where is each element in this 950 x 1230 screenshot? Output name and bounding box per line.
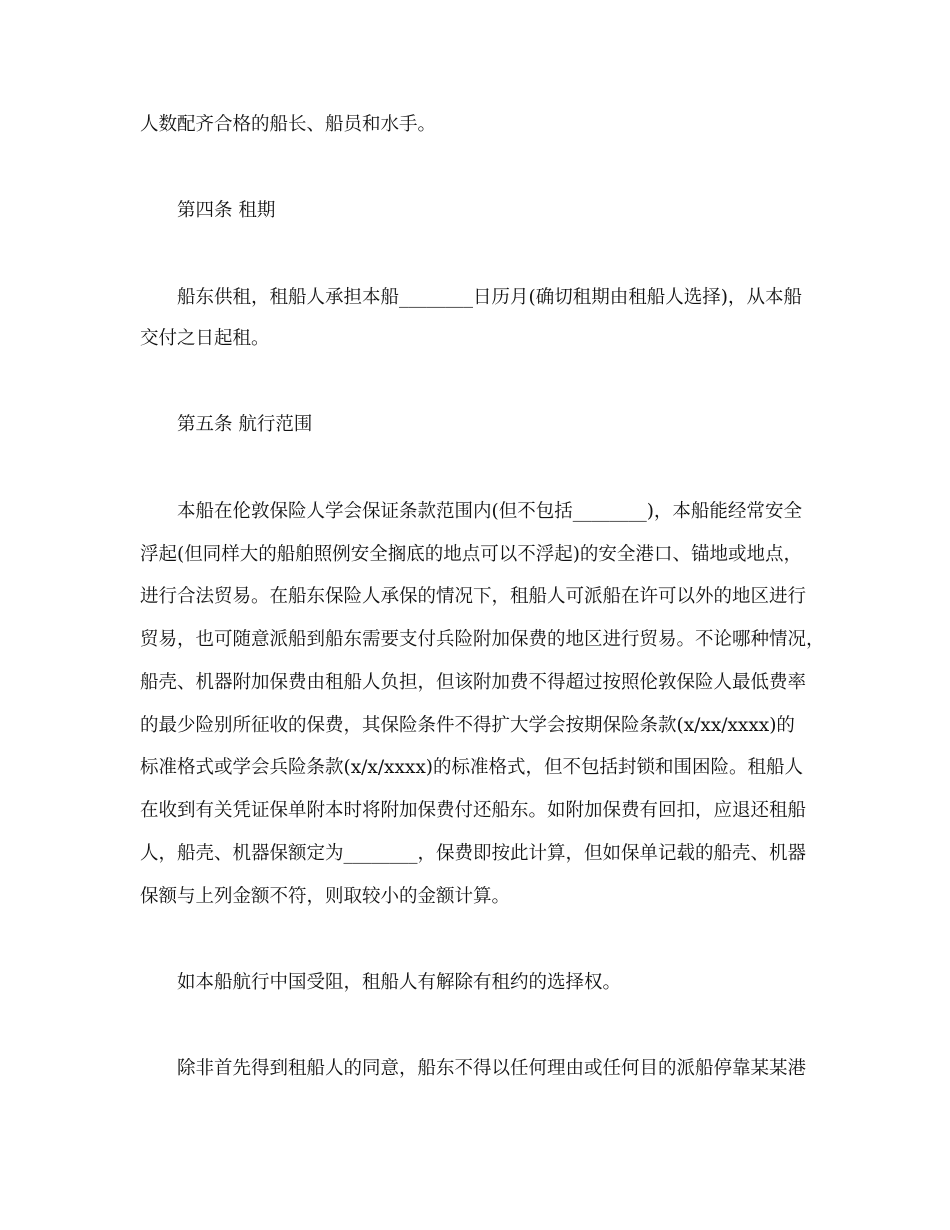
paragraph-line: 人数配齐合格的船长、船员和水手。	[140, 114, 437, 135]
paragraph-line: 船东供租，租船人承担本船________日历月(确切租期由租船人选择)，从本船	[177, 287, 802, 308]
paragraph-line: 贸易，也可随意派船到船东需要支付兵险附加保费的地区进行贸易。不论哪种情况，	[140, 629, 825, 650]
paragraph-line: 除非首先得到租船人的同意，船东不得以任何理由或任何目的派船停靠某某港	[177, 1058, 807, 1079]
paragraph-line: 交付之日起租。	[140, 328, 270, 349]
paragraph-line: 进行合法贸易。在船东保险人承保的情况下，租船人可派船在许可以外的地区进行	[140, 586, 807, 607]
paragraph-line: 人，船壳、机器保额定为________，保费即按此计算，但如保单记载的船壳、机器	[140, 843, 807, 864]
section-heading-5: 第五条 航行范围	[177, 414, 313, 435]
paragraph-line: 在收到有关凭证保单附本时将附加保费付还船东。如附加保费有回扣，应退还租船	[140, 800, 807, 821]
paragraph-line: 浮起(但同样大的船舶照例安全搁底的地点可以不浮起)的安全港口、锚地或地点，	[140, 544, 802, 565]
paragraph-line: 的最少险别所征收的保费，其保险条件不得扩大学会按期保险条款(x/xx/xxxx)的	[140, 715, 795, 736]
paragraph-line: 船壳、机器附加保费由租船人负担，但该附加费不得超过按照伦敦保险人最低费率	[140, 672, 807, 693]
paragraph-line: 如本船航行中国受阻，租船人有解除有租约的选择权。	[177, 972, 622, 993]
section-heading-4: 第四条 租期	[177, 200, 276, 221]
paragraph-line: 标准格式或学会兵险条款(x/x/xxxx)的标准格式，但不包括封锁和围困险。租船人	[140, 757, 804, 778]
paragraph-line: 本船在伦敦保险人学会保证条款范围内(但不包括________)，本船能经常安全	[177, 501, 802, 522]
paragraph-line: 保额与上列金额不符，则取较小的金额计算。	[140, 886, 511, 907]
